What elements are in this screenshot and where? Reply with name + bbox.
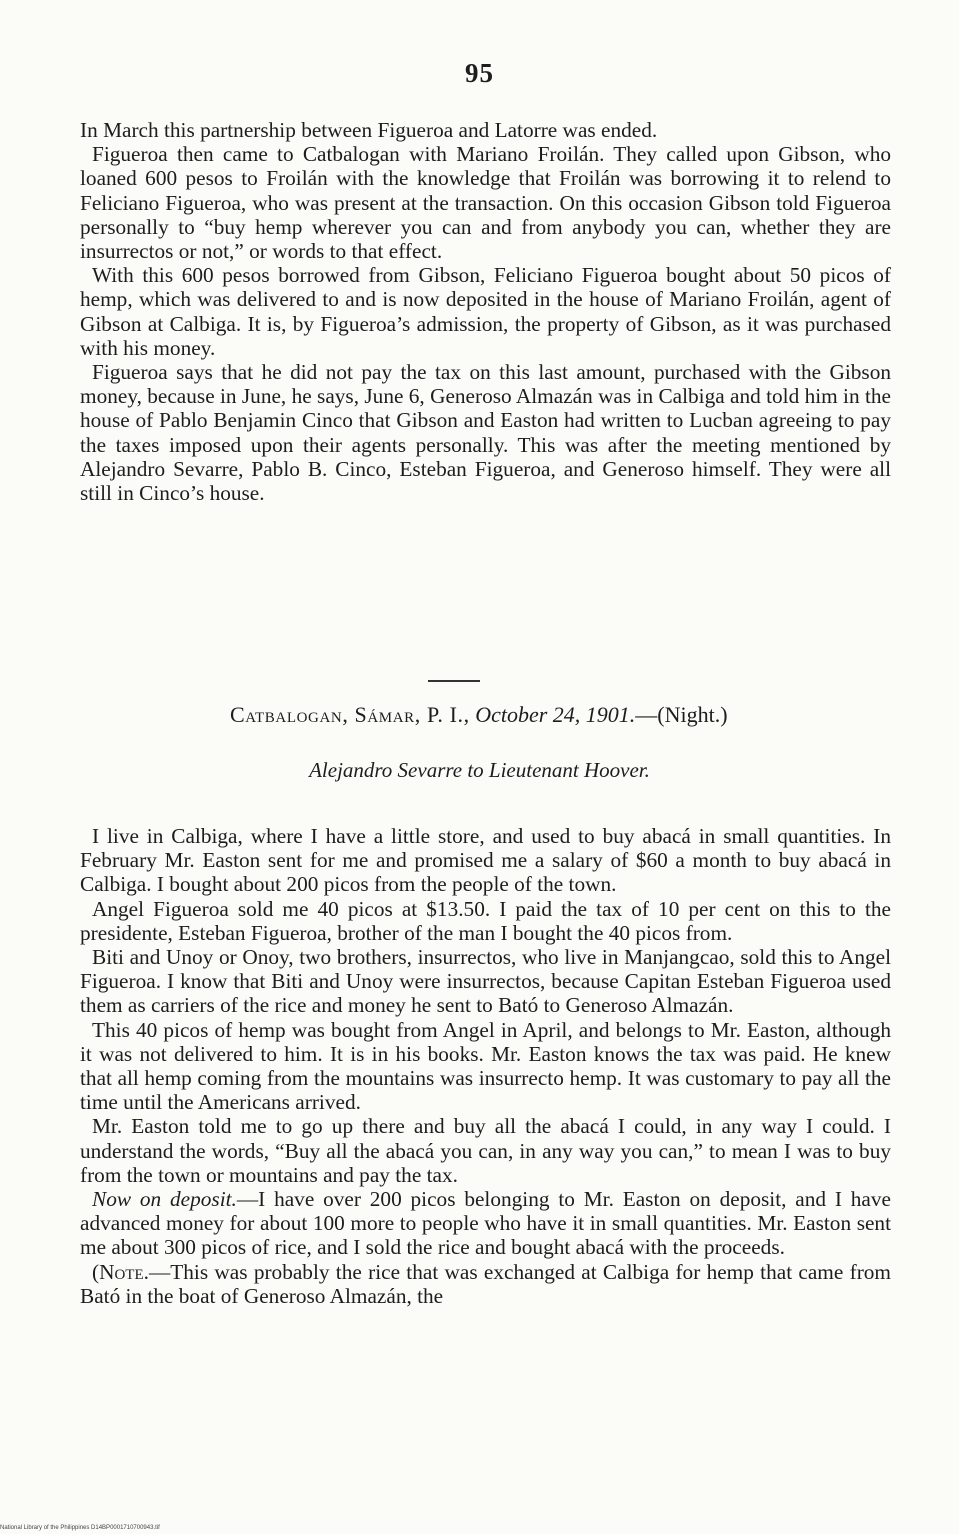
paragraph: In March this partnership between Figueroa and Latorre was ended.	[80, 118, 658, 142]
dateline-suffix: —(Night.)	[635, 702, 728, 727]
note-paragraph	[80, 1260, 891, 1308]
paragraph: I live in Calbiga, where I have a little store, and used to buy abacá in small quantities. In February Mr. Easton sent for me and promised me a salary of $60 a month to buy abacá in Calbiga. I bought about 200 picos from the people of the town.	[80, 824, 891, 897]
paragraph: Biti and Unoy or Onoy, two brothers, insurrectos, who live in Manjangcao, sold this to Angel Figueroa. I know that Biti and Unoy were insurrectos, because Capitan Esteban Figueroa used them as carriers of the rice and money he sent to Bató to Generoso Almazán.	[80, 945, 891, 1018]
testimony-heading: Alejandro Sevarre to Lieutenant Hoover.	[309, 758, 650, 782]
paragraph: This 40 picos of hemp was bought from Angel in April, and belongs to Mr. Easton, although it was not delivered to him. It is in his books. Mr. Easton knows the tax was paid. He knew that all hemp coming from the mountains was insurrecto hemp. It was customary to pay all the time until the Americans arrived.	[80, 1017, 891, 1115]
dateline	[230, 702, 890, 728]
section-separator	[428, 680, 480, 682]
dateline-place: Catbalogan, Sámar, P. I.,	[230, 702, 470, 727]
library-footer: National Library of the Philippines D14BP0001710700943.tif	[0, 1525, 160, 1531]
paragraph: Mr. Easton told me to go up there and buy all the abacá I could, in any way I could. I understand the words, “Buy all the abacá you can, in any way you can,” to mean I was to buy from the town or mountains and pay the tax.	[80, 1114, 891, 1187]
dateline-date: October 24, 1901.	[475, 702, 636, 727]
note-label: (Note.	[92, 1259, 149, 1284]
section-1-text	[80, 118, 891, 505]
note-text: —This was probably the rice that was exchanged at Calbiga for hemp that came from Bató in the boat of Generoso Almazán, the	[80, 1259, 891, 1308]
deposit-paragraph	[80, 1187, 891, 1260]
paragraph: Figueroa then came to Catbalogan with Mariano Froilán. They called upon Gibson, who loaned 600 pesos to Froilán with the knowledge that Froilán was borrowing it to relend to Feliciano Figueroa, who was present at the transaction. On this occasion Gibson told Figueroa personally to “buy hemp wherever you can and from anybody you can, whether they are insurrectos or not,” or words to that effect.	[80, 142, 891, 264]
deposit-label: Now on deposit.	[92, 1187, 237, 1212]
deposit-text: —I have over 200 picos belonging to Mr. Easton on deposit, and I have advanced money for about 100 more to people who have it in small quantities. Mr. Easton sent me about 300 picos of rice, and I sold the rice and bought abacá with the proceeds.	[80, 1187, 891, 1260]
section-2-text	[80, 824, 891, 1308]
page-number: 95	[465, 58, 494, 88]
paragraph: Figueroa says that he did not pay the tax on this last amount, purchased with the Gibson money, because in June, he says, June 6, Generoso Almazán was in Calbiga and told him in the house of Pablo Benjamin Cinco that Gibson and Easton had written to Lucban agreeing to pay the taxes imposed upon their agents personally. This was after the meeting mentioned by Alejandro Sevarre, Pablo B. Cinco, Esteban Figueroa, and Generoso himself. They were all still in Cinco’s house.	[80, 360, 891, 506]
paragraph: Angel Figueroa sold me 40 picos at $13.50. I paid the tax of 10 per cent on this to the presidente, Esteban Figueroa, brother of the man I bought the 40 picos from.	[80, 896, 891, 945]
paragraph: With this 600 pesos borrowed from Gibson, Feliciano Figueroa bought about 50 picos of hemp, which was delivered to and is now deposited in the house of Mariano Froilán, agent of Gibson at Calbiga. It is, by Figueroa’s admission, the property of Gibson, as it was purchased with his money.	[80, 263, 891, 360]
